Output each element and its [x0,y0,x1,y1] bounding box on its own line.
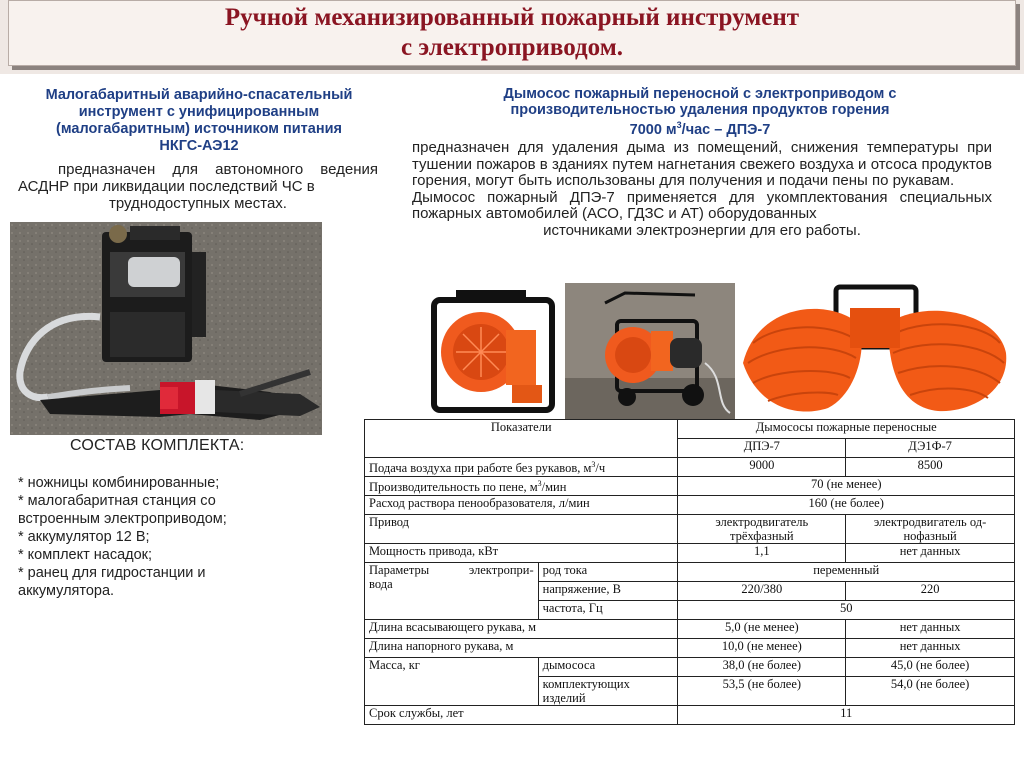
table-cell: Длина напорного рукава, м [365,639,678,658]
cell-line: электродвигатель од- [873,515,987,529]
table-cell: 160 (не более) [678,496,1015,515]
table-cell: 45,0 (не более) [846,658,1015,677]
table-header-cell: Дымососы пожарные переносные [678,420,1015,439]
table-cell: Срок службы, лет [365,706,678,725]
table-cell: Масса, кг [365,658,539,706]
cell-line: электродвигатель [715,515,809,529]
table-cell: Мощность привода, кВт [365,544,678,563]
table-row [365,563,1015,582]
table-cell: 11 [678,706,1015,725]
cell-line: нофазный [903,529,957,543]
left-desc-line1: предназначен для автономного ведения [58,161,378,178]
fan-illustration-1 [426,282,559,418]
right-desc-line: предназначен для удаления дыма из помещений, снижения [412,139,859,156]
table-cell: 1,1 [678,544,846,563]
list-item: встроенным электроприводом; [18,511,227,527]
table-cell: нет данных [846,639,1015,658]
cell-line: вода [369,577,393,591]
table-header-cell: ДЭ1Ф-7 [846,439,1015,458]
table-row [365,420,1015,439]
fan-illustration-2 [565,283,735,419]
table-cell: род тока [538,563,678,582]
table-header-cell: Показатели [365,420,678,458]
left-desc-line3: труднодоступных местах. [109,195,287,212]
kit-list [18,474,318,600]
kit-title: СОСТАВ КОМПЛЕКТА: [70,437,245,454]
heading-model: /час – ДПЭ-7 [681,121,771,138]
table-row [365,496,1015,515]
list-item: * ранец для гидростанции и [18,565,206,581]
table-cell: 38,0 (не более) [678,658,846,677]
list-item: * ножницы комбинированные; [18,475,220,491]
table-row [365,458,1015,477]
right-heading-line3 [420,118,980,138]
left-desc-line2: АСДНР при ликвидации последствий ЧС в [18,178,315,195]
table-cell [538,677,678,706]
table-cell: Привод [365,515,678,544]
fan-photo-2 [565,283,735,419]
table-cell: 8500 [846,458,1015,477]
table-row [365,620,1015,639]
heading-capacity: 7000 м [629,121,677,138]
table-cell: нет данных [846,620,1015,639]
cell-line: комплектующих [542,677,630,691]
table-cell: 70 (не менее) [678,477,1015,496]
table-row [365,706,1015,725]
title-box [8,0,1016,66]
left-desc-text [18,161,378,195]
row-label: Производительность по пене, м [369,480,538,495]
table-header-cell: ДПЭ-7 [678,439,846,458]
table-row [365,658,1015,677]
right-desc-line: источниками электроэнергии для его работы. [543,221,861,239]
table-cell: 10,0 (не менее) [678,639,846,658]
list-item: * малогабаритная станция со [18,493,216,509]
right-description [412,140,992,239]
table-cell: дымососа [538,658,678,677]
heading-sup: 3 [676,120,682,130]
rescue-tool-photo [10,222,322,435]
table-cell: частота, Гц [538,601,678,620]
fan-photo-1 [426,282,559,418]
cell-line: Параметры электропри- [369,563,534,577]
left-heading-line: НКГС-АЭ12 [159,138,239,154]
row-label-end: /ч [595,461,606,476]
table-cell: напряжение, В [538,582,678,601]
left-heading-line: инструмент с унифицированным [78,104,320,120]
right-desc-line: для получения и подачи пены по рукавам. [659,172,955,189]
spec-table [364,419,1015,725]
fan-illustration-3 [738,283,1010,419]
list-item: аккумулятора. [18,583,115,599]
table-cell: 220 [846,582,1015,601]
table-cell: нет данных [846,544,1015,563]
table-row [365,544,1015,563]
left-description [18,161,378,212]
fan-photo-3 [738,283,1010,419]
table-cell: 54,0 (не более) [846,677,1015,706]
cell-line: трёхфазный [730,529,794,543]
right-desc-line: свежего воздуха и отсоса продуктов горения, могут быть использованы [412,155,992,189]
cell-line: изделий [542,691,586,705]
rescue-tool-illustration [10,222,322,435]
left-heading [14,87,384,155]
table-cell [365,563,539,620]
table-cell: 9000 [678,458,846,477]
title-banner [0,0,1024,74]
right-desc-line: специальных пожарных автомобилей (АСО, ГДЗС и АТ) оборудованных [412,188,992,222]
table-cell [846,515,1015,544]
table-cell: 50 [678,601,1015,620]
table-cell [365,477,678,496]
table-cell [678,515,846,544]
list-item: * аккумулятор 12 В; [18,529,150,545]
table-row [365,639,1015,658]
row-label-end: /мин [541,480,567,495]
right-desc-line: температуры при тушении пожаров в зданиях путем нагнетания [412,139,992,173]
right-heading-line2: производительностью удаления продуктов горения [510,101,890,118]
table-cell [365,458,678,477]
table-cell: переменный [678,563,1015,582]
right-heading [420,87,980,138]
table-cell: Длина всасывающего рукава, м [365,620,678,639]
row-label-sup: 3 [591,460,596,469]
left-heading-line: Малогабаритный аварийно-спасательный [45,87,353,103]
list-item: * комплект насадок; [18,547,153,563]
right-heading-line1: Дымосос пожарный переносной с электроприводом с [503,86,897,102]
table-row [365,515,1015,544]
left-heading-line: (малогабаритным) источником питания [56,121,342,137]
page-title-line1: Ручной механизированный пожарный инструмент [224,4,800,31]
table-row [365,477,1015,496]
right-desc-line: Дымосос пожарный ДПЭ-7 применяется для укомплектования [412,188,888,206]
row-label: Подача воздуха при работе без рукавов, м [369,461,592,476]
table-cell: Расход раствора пенообразователя, л/мин [365,496,678,515]
table-cell: 220/380 [678,582,846,601]
row-label-sup: 3 [537,479,542,488]
table-cell: 5,0 (не менее) [678,620,846,639]
page-title-line2: с электроприводом. [401,34,623,61]
table-cell: 53,5 (не более) [678,677,846,706]
